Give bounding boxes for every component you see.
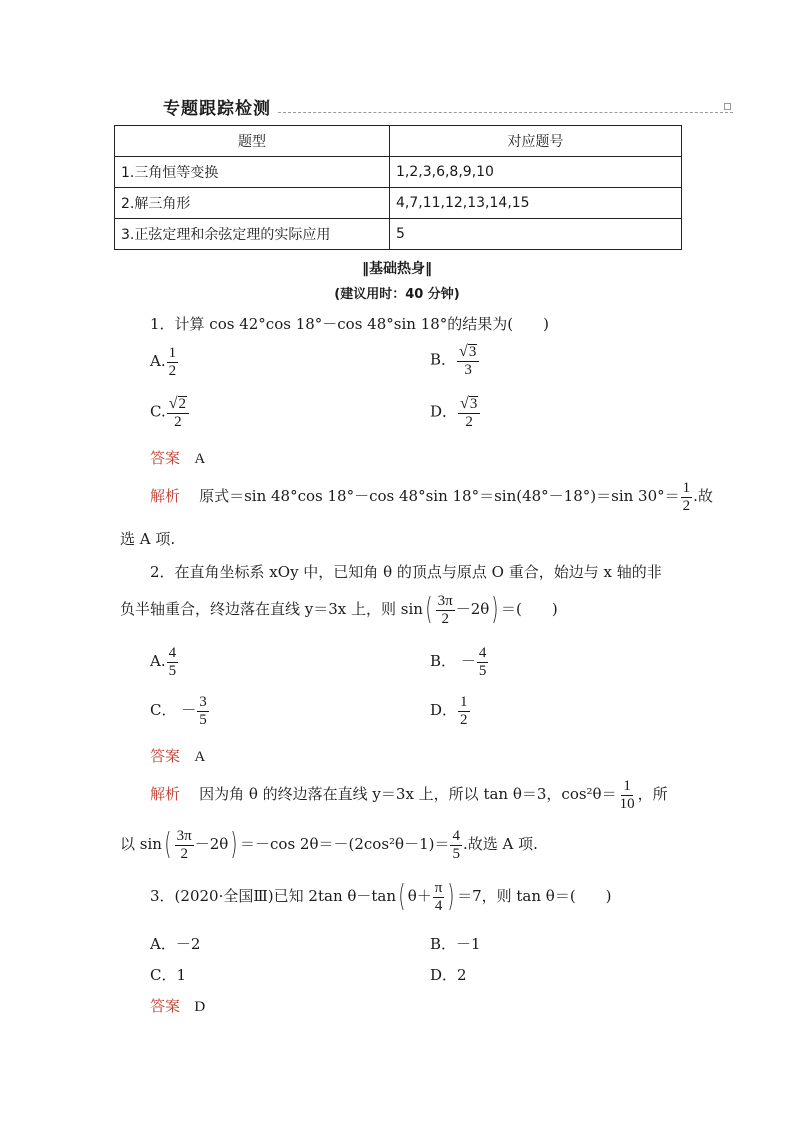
q1-option-b: B． √ 3 3	[430, 343, 480, 378]
frac-num: 1	[682, 480, 691, 496]
analysis-text: .故选 A 项.	[462, 835, 538, 853]
option-label: C.	[150, 402, 166, 421]
table-cell: 5	[390, 219, 682, 250]
frac-num: 3	[468, 343, 477, 360]
q2-option-c: C． － $\frac{3}{5}$	[150, 694, 207, 728]
analysis-text: 原式＝sin 48°cos 18°－cos 48°sin 18°＝sin(48°－18°)＝sin 30°＝	[199, 487, 680, 505]
q3-option-b: B．－1	[430, 935, 481, 953]
stem-text: 负半轴重合，终边落在直线 y＝3x 上，则 sin	[120, 600, 423, 618]
q3-option-d: D．2	[430, 966, 467, 984]
frac-num: 4	[168, 645, 177, 661]
analysis-text: 以 sin	[120, 835, 162, 853]
frac-num: 1	[460, 694, 468, 710]
frac-num: π	[434, 880, 443, 896]
q3-option-c: C．1	[150, 966, 187, 984]
q1-option-c: C. √ 2 2	[150, 395, 190, 430]
q1-analysis	[150, 480, 713, 514]
answer-value: A	[194, 749, 206, 765]
frac-num: 3π	[176, 828, 192, 844]
stem-text: ＝7，则 tan θ＝( )	[457, 887, 612, 905]
frac-den: 10	[619, 795, 635, 812]
q1-analysis-line2: 选 A 项.	[120, 530, 176, 548]
table-header: 对应题号	[390, 126, 682, 157]
stem-text: 3．(2020·全国Ⅲ)已知 2tan θ－tan	[150, 887, 397, 905]
frac-num: 2	[178, 395, 186, 412]
table-cell: 2.解三角形	[115, 188, 390, 219]
analysis-label: 解析	[150, 487, 181, 505]
section-subtitle: (建议用时：40 分钟)	[334, 287, 460, 302]
option-label: D．	[430, 402, 458, 421]
table-header-row	[115, 126, 682, 157]
answer-value: D	[194, 999, 206, 1015]
table-row	[115, 157, 682, 188]
frac-num: 4	[452, 828, 460, 844]
stem-text: ＝( )	[501, 600, 558, 618]
option-label: B．	[430, 350, 457, 369]
q2-stem-line2: 负半轴重合，终边落在直线 y＝3x 上，则 sin( $\frac{3\pi}{2}$ －2θ) ＝( )	[120, 592, 558, 627]
q1-answer	[150, 447, 205, 468]
math-text: －2θ	[194, 835, 229, 853]
section-title: ‖基础热身‖	[362, 261, 432, 277]
analysis-text: .故	[693, 487, 713, 505]
frac-den: 2	[441, 610, 449, 627]
page-title: 专题跟踪检测	[163, 99, 271, 119]
table-row	[115, 219, 682, 250]
topic-table	[114, 125, 682, 250]
frac-den: 2	[465, 413, 473, 430]
frac-den: 2	[174, 413, 182, 430]
analysis-text: ＝－cos 2θ＝－(2cos²θ－1)＝	[240, 835, 450, 853]
table-cell: 1,2,3,6,8,9,10	[390, 157, 682, 188]
q1-option-a	[150, 345, 179, 379]
frac-den: 5	[199, 711, 207, 728]
q2-answer	[150, 745, 205, 766]
q1-stem: 1．计算 cos 42°cos 18°－cos 48°sin 18°的结果为( )	[150, 315, 549, 333]
frac-den: 5	[452, 845, 460, 862]
frac-num: 3π	[437, 593, 453, 609]
option-label: A.	[150, 352, 166, 370]
frac-den: 2	[460, 711, 468, 728]
frac-num: 3	[199, 694, 207, 710]
frac-num: 4	[478, 645, 487, 661]
frac-den: 4	[434, 897, 443, 914]
answer-label: 答案	[150, 449, 181, 467]
answer-value: A	[194, 451, 206, 467]
q3-answer	[150, 995, 205, 1016]
q2-option-d	[430, 694, 471, 728]
table-header: 题型	[115, 126, 390, 157]
frac-num: 1	[623, 778, 631, 794]
option-label: D．	[430, 701, 458, 719]
analysis-label: 解析	[150, 785, 181, 803]
answer-label: 答案	[150, 997, 181, 1015]
table-cell: 1.三角恒等变换	[115, 157, 390, 188]
frac-den: 3	[464, 361, 472, 378]
minus-sign: －	[181, 701, 197, 719]
frac-den: 2	[682, 497, 691, 514]
q3-stem: 3．(2020·全国Ⅲ)已知 2tan θ－tan( θ＋ $\frac{\pi}{4}$ ) ＝7，则 tan θ＝( )	[150, 879, 612, 914]
table-cell: 4,7,11,12,13,14,15	[390, 188, 682, 219]
minus-sign: －	[460, 652, 476, 670]
math-text: －2θ	[455, 600, 490, 618]
option-label: B．	[430, 652, 457, 670]
q2-stem-line1: 2．在直角坐标系 xOy 中，已知角 θ 的顶点与原点 O 重合，始边与 x 轴的非	[150, 563, 662, 581]
analysis-text: ，所	[637, 785, 668, 803]
frac-den: 2	[168, 362, 177, 379]
table-row	[115, 188, 682, 219]
frac-num: 1	[168, 345, 177, 361]
q1-option-d: D． √ 3 2	[430, 395, 481, 430]
analysis-text: 因为角 θ 的终边落在直线 y＝3x 上，所以 tan θ＝3，cos²θ＝	[199, 785, 617, 803]
q2-analysis	[150, 778, 668, 812]
frac-num: 3	[469, 395, 478, 412]
q2-option-a	[150, 645, 179, 679]
answer-label: 答案	[150, 747, 181, 765]
frac-den: 2	[180, 845, 188, 862]
frac-den: 5	[168, 662, 177, 679]
header-corner-mark	[724, 103, 731, 110]
header-divider	[278, 112, 733, 113]
table-cell: 3.正弦定理和余弦定理的实际应用	[115, 219, 390, 250]
q2-analysis-line2: 以 sin( $\frac{3\pi}{2}$ －2θ) ＝－cos 2θ＝－(2cos²θ－1)＝ $\frac{4}{5}$ .故选 A 项.	[120, 827, 538, 862]
q2-option-b	[430, 645, 489, 679]
frac-den: 5	[478, 662, 487, 679]
option-label: A.	[150, 652, 166, 670]
q3-option-a: A．－2	[150, 935, 201, 953]
math-text: θ＋	[407, 887, 432, 905]
